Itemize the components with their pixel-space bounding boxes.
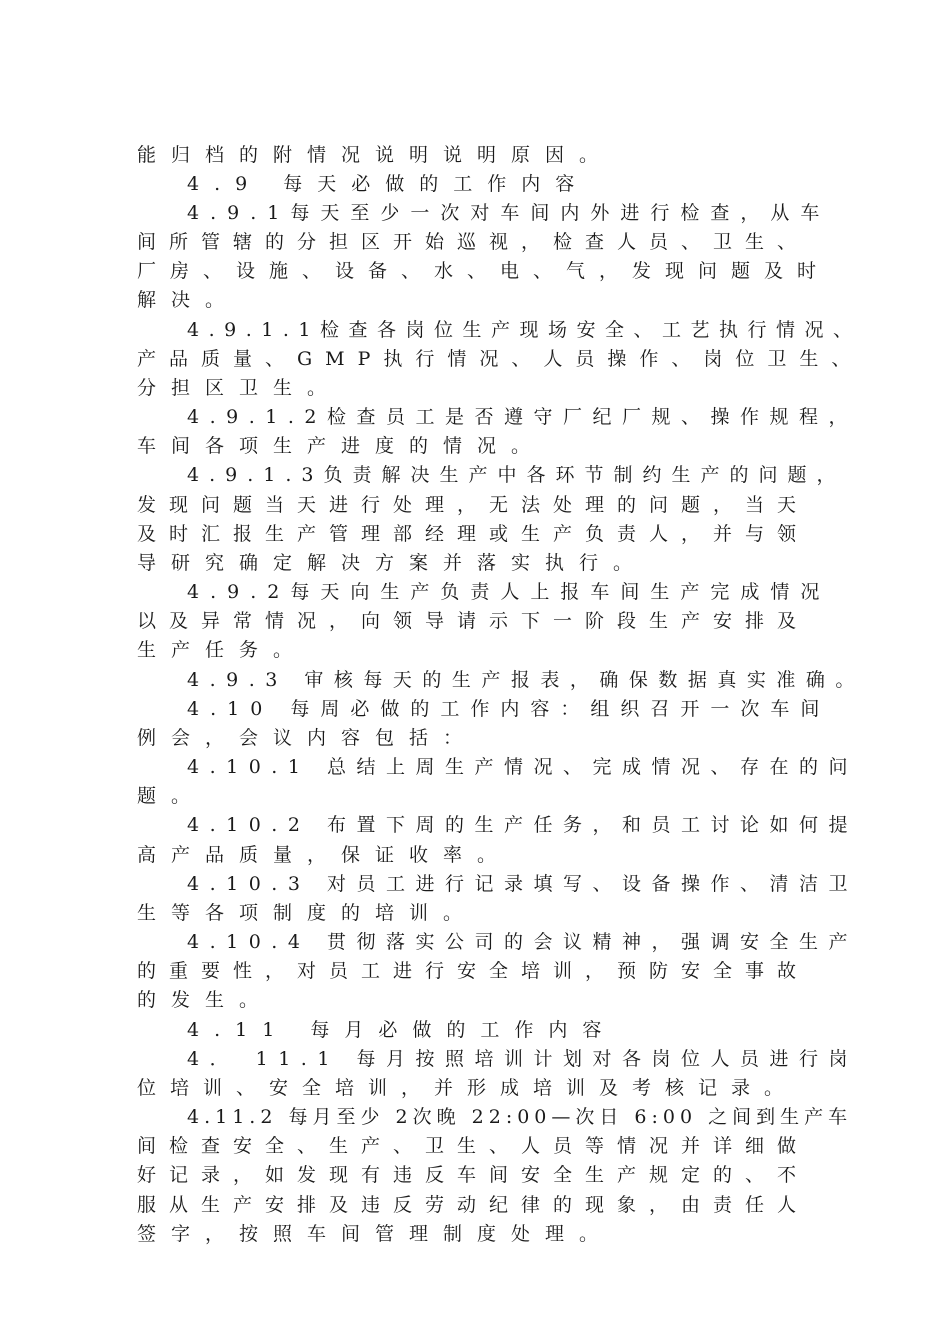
text-line: 的发生。 [137, 989, 274, 1011]
text-line: 4.9.1.3负责解决生产中各环节制约生产的问题， [187, 464, 846, 486]
section-heading: 4.11 每月必做的工作内容 [187, 1019, 617, 1041]
text-line: 4.10.4 贯彻落实公司的会议精神，强调安全生产 [187, 931, 858, 953]
text-line: 的重要性，对员工进行安全培训，预防安全事故 [137, 960, 810, 982]
text-line: 题。 [137, 785, 206, 807]
text-line: 以及异常情况，向领导请示下一阶段生产安排及 [137, 610, 810, 632]
text-line: 4.9.2每天向生产负责人上报车间生产完成情况 [187, 581, 831, 603]
text-line: 4.9.3 审核每天的生产报表，确保数据真实准确。 [187, 669, 865, 691]
text-line: 间检查安全、生产、卫生、人员等情况并详细做 [137, 1135, 810, 1157]
section-heading: 4.10 每周必做的工作内容：组织召开一次车间 [187, 698, 831, 720]
text-line: 例会，会议内容包括： [137, 727, 478, 749]
text-line: 4.10.1 总结上周生产情况、完成情况、存在的问 [187, 756, 858, 778]
text-line: 位培训、安全培训，并形成培训及考核记录。 [137, 1077, 798, 1099]
text-line: 发现问题当天进行处理，无法处理的问题，当天 [137, 494, 810, 516]
text-line: 产品质量、GMP执行情况、人员操作、岗位卫生、 [137, 348, 864, 370]
text-line: 高产品质量，保证收率。 [137, 844, 512, 866]
text-line: 服从生产安排及违反劳动纪律的现象，由责任人 [137, 1194, 810, 1216]
text-line: 车间各项生产进度的情况。 [137, 435, 546, 457]
text-line: 好记录，如发现有违反车间安全生产规定的、不 [137, 1164, 810, 1186]
text-line: 签字，按照车间管理制度处理。 [137, 1223, 614, 1245]
text-line: 分担区卫生。 [137, 377, 342, 399]
text-line: 生产任务。 [137, 639, 308, 661]
text-line: 间所管辖的分担区开始巡视，检查人员、卫生、 [137, 231, 810, 253]
text-line: 及时汇报生产管理部经理或生产负责人，并与领 [137, 523, 810, 545]
text-line: 能归档的附情况说明说明原因。 [137, 144, 614, 166]
text-line: 4.10.2 布置下周的生产任务，和员工讨论如何提 [187, 814, 858, 836]
section-heading: 4.9 每天必做的工作内容 [187, 173, 590, 195]
text-line: 4.10.3 对员工进行记录填写、设备操作、清洁卫 [187, 873, 858, 895]
text-line: 生等各项制度的培训。 [137, 902, 478, 924]
text-line: 4.9.1.1检查各岗位生产现场安全、工艺执行情况、 [187, 319, 862, 341]
text-line: 4.9.1.2检查员工是否遵守厂纪厂规、操作规程， [187, 406, 858, 428]
text-line: 导研究确定解决方案并落实执行。 [137, 552, 648, 574]
text-line: 4.9.1每天至少一次对车间内外进行检查，从车 [187, 202, 831, 224]
text-line: 厂房、设施、设备、水、电、气，发现问题及时 [137, 260, 831, 282]
text-line: 4.11.2 每月至少 2次晚 22:00—次日 6:00 之间到生产车 [187, 1106, 853, 1128]
text-line: 解决。 [137, 289, 240, 311]
text-line: 4． 11.1 每月按照培训计划对各岗位人员进行岗 [187, 1048, 858, 1070]
